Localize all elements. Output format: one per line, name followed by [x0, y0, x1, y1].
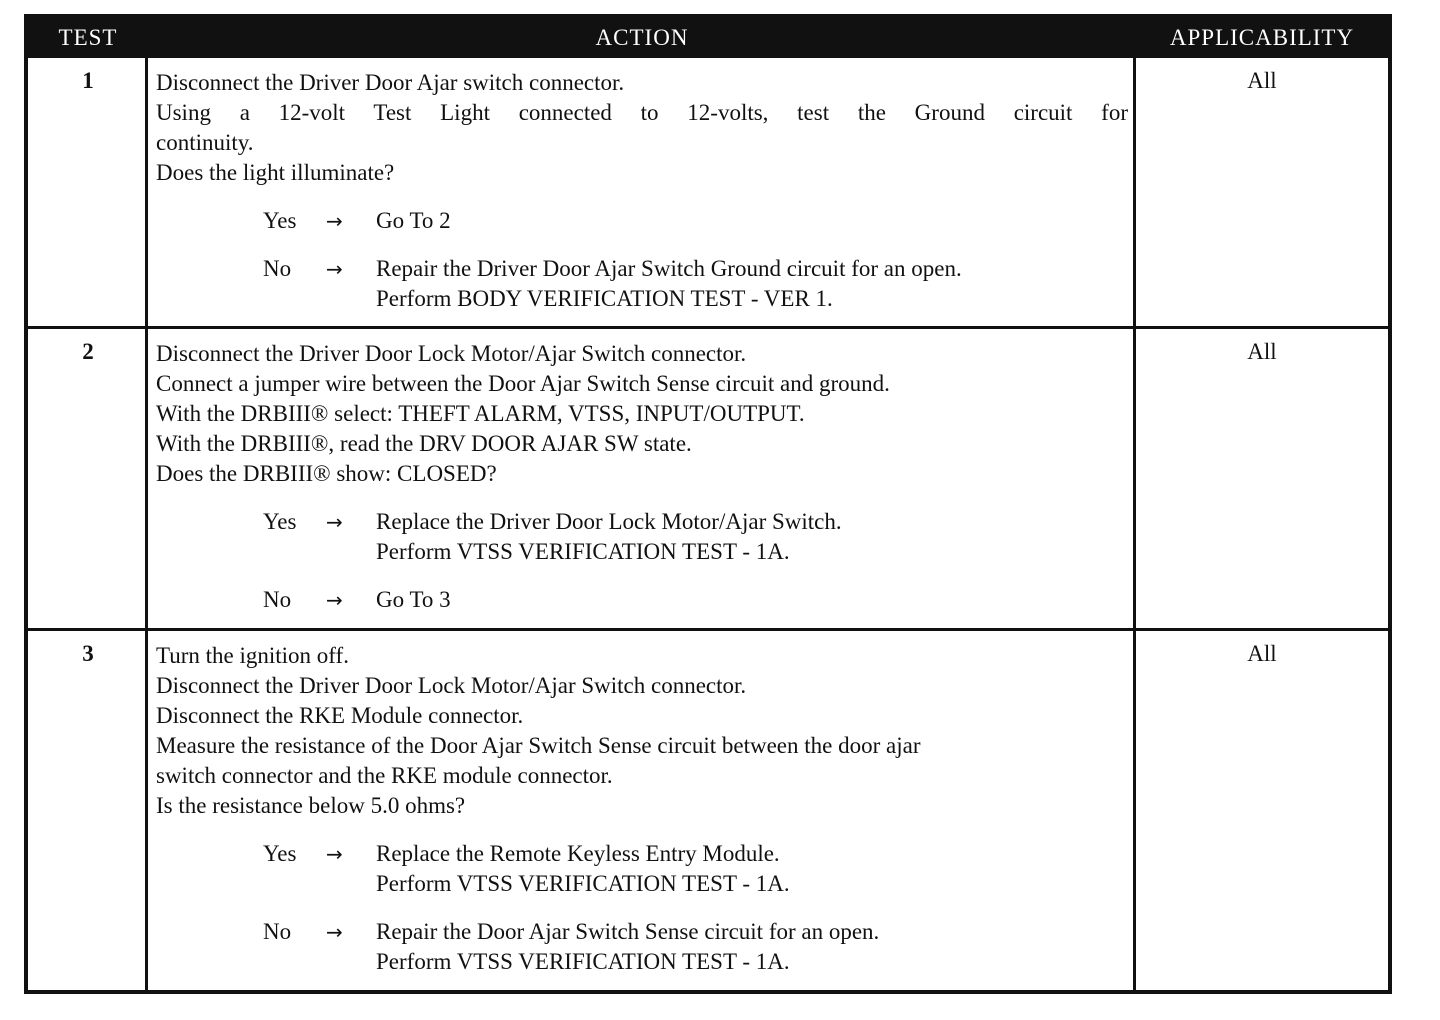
instruction-line: continuity. — [156, 130, 254, 155]
branch-text — [376, 839, 790, 899]
arrow-right-icon: → — [326, 920, 343, 944]
table-row — [28, 58, 1388, 326]
branch-line: Replace the Driver Door Lock Motor/Ajar Switch. — [376, 509, 842, 534]
applicability-value: All — [1247, 641, 1277, 666]
test-number: 1 — [82, 68, 94, 93]
branch-text — [376, 254, 962, 314]
instruction-line: Disconnect the Driver Door Lock Motor/Ajar Switch connector. — [156, 673, 747, 698]
instruction-line: Disconnect the Driver Door Ajar switch connector. — [156, 70, 625, 95]
branch-line: Go To 3 — [376, 587, 451, 612]
instruction-line: Does the DRBIII® show: CLOSED? — [156, 461, 497, 486]
instruction-line: Is the resistance below 5.0 ohms? — [156, 793, 466, 818]
branch-text — [376, 507, 842, 567]
instruction-line: Disconnect the Driver Door Lock Motor/Ajar Switch connector. — [156, 341, 747, 366]
instruction-line: Disconnect the RKE Module connector. — [156, 703, 524, 728]
branch-text — [376, 585, 451, 615]
arrow-right-icon: → — [326, 588, 343, 612]
yes-branch — [156, 507, 1128, 567]
action-cell — [156, 641, 1128, 977]
instruction-line: Connect a jumper wire between the Door Ajar Switch Sense circuit and ground. — [156, 371, 890, 396]
branch-line: Perform VTSS VERIFICATION TEST - 1A. — [376, 871, 790, 896]
no-label: No — [263, 587, 292, 612]
instruction-line: Measure the resistance of the Door Ajar Switch Sense circuit between the door ajar — [156, 733, 921, 758]
branch-text — [376, 206, 451, 236]
table-header — [28, 18, 1388, 58]
arrow-right-icon: → — [326, 842, 343, 866]
table-row — [28, 329, 1388, 628]
table-row — [28, 631, 1388, 990]
yes-branch — [156, 839, 1128, 899]
branch-line: Perform VTSS VERIFICATION TEST - 1A. — [376, 949, 790, 974]
arrow-right-icon: → — [326, 510, 343, 534]
branch-line: Replace the Remote Keyless Entry Module. — [376, 841, 780, 866]
header-action: ACTION — [595, 25, 689, 50]
branch-line: Go To 2 — [376, 208, 451, 233]
arrow-right-icon: → — [326, 257, 343, 281]
branch-line: Perform VTSS VERIFICATION TEST - 1A. — [376, 539, 790, 564]
test-number: 2 — [82, 339, 94, 364]
instruction-line: With the DRBIII® select: THEFT ALARM, VTSS, INPUT/OUTPUT. — [156, 401, 805, 426]
diagnostic-table — [24, 14, 1392, 994]
instruction-line: With the DRBIII®, read the DRV DOOR AJAR SW state. — [156, 431, 692, 456]
yes-label: Yes — [263, 208, 297, 233]
test-number: 3 — [82, 641, 94, 666]
header-applicability: APPLICABILITY — [1169, 25, 1355, 50]
no-label: No — [263, 919, 292, 944]
branch-line: Repair the Door Ajar Switch Sense circuit for an open. — [376, 919, 880, 944]
yes-label: Yes — [263, 841, 297, 866]
no-label: No — [263, 256, 292, 281]
yes-branch — [156, 206, 1128, 236]
applicability-value: All — [1247, 68, 1277, 93]
no-branch — [156, 254, 1128, 314]
branch-line: Repair the Driver Door Ajar Switch Ground circuit for an open. — [376, 256, 962, 281]
action-cell — [156, 68, 1128, 314]
action-cell — [156, 339, 1128, 615]
instruction-line: Using a 12-volt Test Light connected to 12-volts, test the Ground circuit for — [156, 100, 1128, 125]
applicability-value: All — [1247, 339, 1277, 364]
instruction-line: Turn the ignition off. — [156, 643, 349, 668]
branch-line: Perform BODY VERIFICATION TEST - VER 1. — [376, 286, 833, 311]
arrow-right-icon: → — [326, 209, 343, 233]
no-branch — [156, 585, 1128, 615]
yes-label: Yes — [263, 509, 297, 534]
instruction-line: Does the light illuminate? — [156, 160, 395, 185]
header-test: TEST — [58, 25, 118, 50]
no-branch — [156, 917, 1128, 977]
instruction-line: switch connector and the RKE module connector. — [156, 763, 613, 788]
branch-text — [376, 917, 879, 977]
